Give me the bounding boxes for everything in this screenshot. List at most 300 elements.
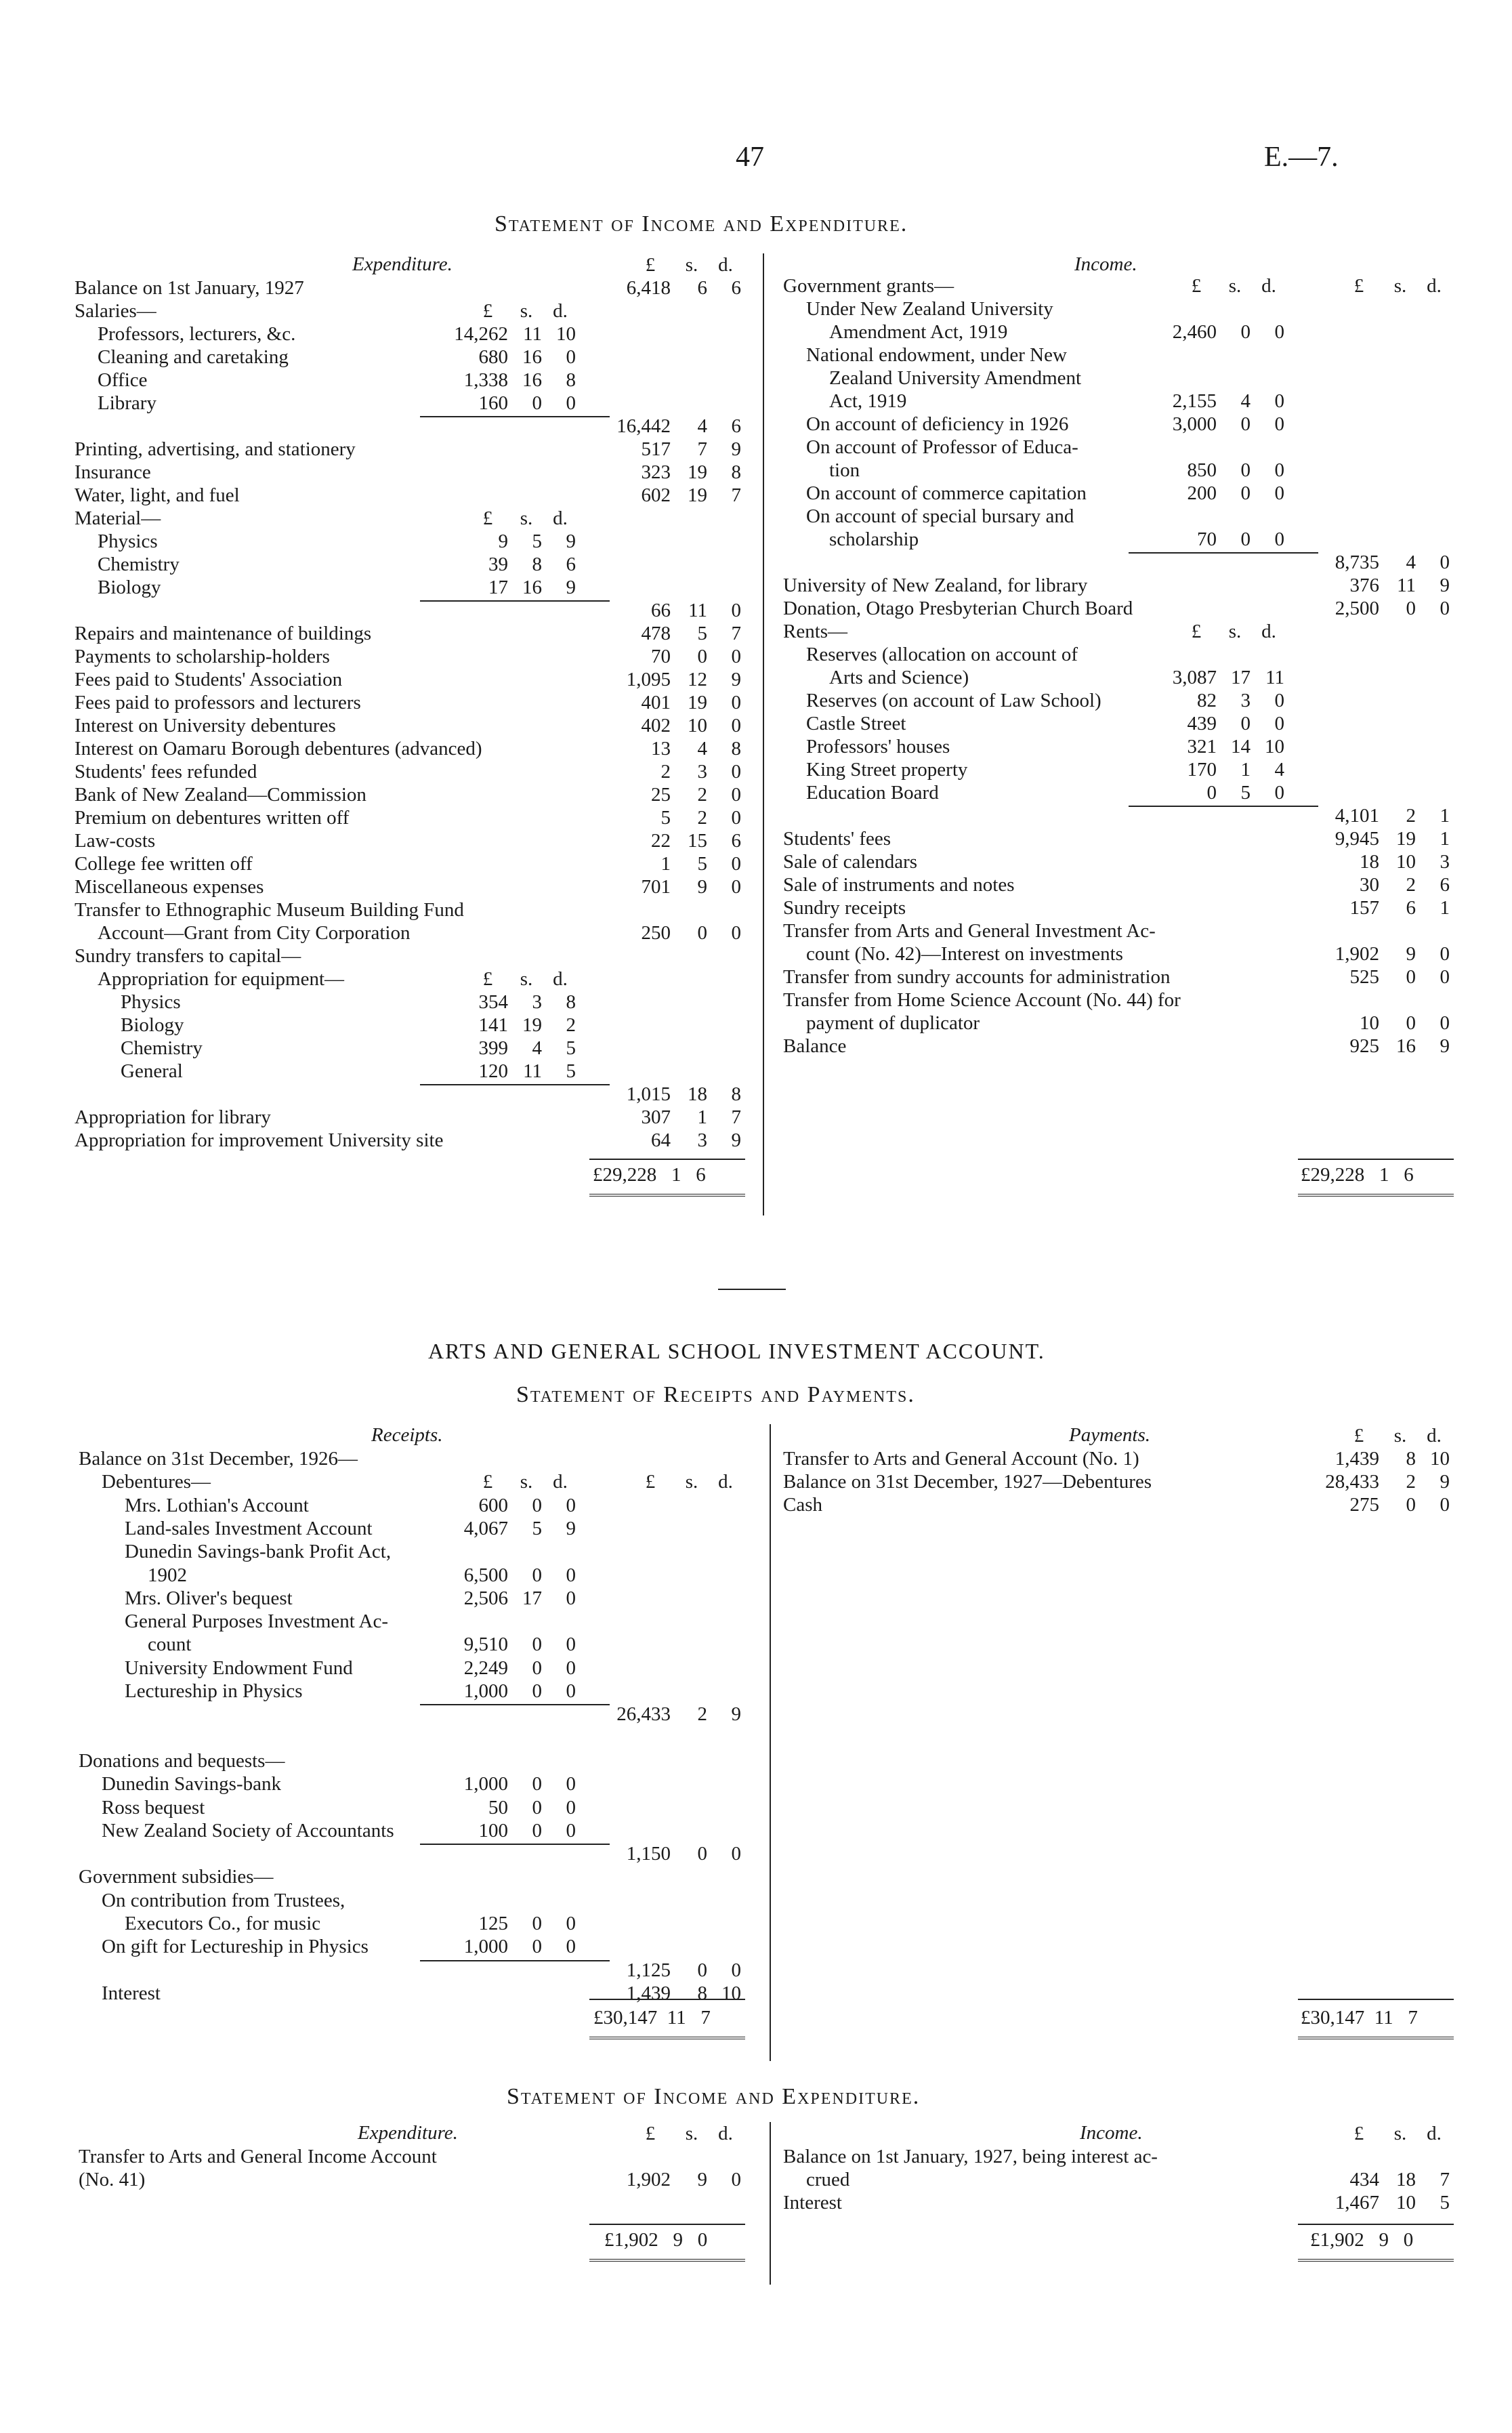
ledger-cell-b: 4 xyxy=(697,415,707,437)
ledger-cell-b: 0 xyxy=(697,1959,707,1981)
ledger-cell-a: 307 xyxy=(641,1106,671,1128)
ledger-label: Land-sales Investment Account xyxy=(125,1517,373,1539)
s3-column-divider xyxy=(770,2122,771,2285)
ledger-cell-u3: d. xyxy=(718,1471,733,1493)
ledger-row xyxy=(75,1014,745,1037)
ledger-cell-s1: £ xyxy=(482,507,493,529)
ledger-cell-sb: 0 xyxy=(1240,528,1251,550)
ledger-cell-b: 3 xyxy=(697,761,707,783)
ledger-cell-sa: 4,067 xyxy=(463,1517,508,1539)
ledger-cell-sc: 0 xyxy=(1274,390,1284,412)
s2-left-total: £30,147 11 7 xyxy=(593,2007,711,2029)
ledger-cell-a: 4,101 xyxy=(1335,805,1379,827)
ledger-row xyxy=(79,1912,745,1935)
ledger-row xyxy=(783,413,1454,436)
ledger-row xyxy=(783,459,1454,482)
subtotal-rule xyxy=(420,1704,610,1705)
ledger-cell-b: 4 xyxy=(1406,552,1416,573)
ledger-label: Physics xyxy=(98,531,158,552)
ledger-cell-s3: d. xyxy=(1261,621,1276,642)
subtotal-rule xyxy=(1129,806,1318,807)
ledger-row xyxy=(79,2168,745,2191)
ledger-cell-sb: 0 xyxy=(532,1680,542,1702)
ledger-cell-a: 434 xyxy=(1349,2169,1379,2190)
ledger-cell-b: 0 xyxy=(697,646,707,667)
ledger-row xyxy=(75,553,745,576)
ledger-row xyxy=(75,783,745,806)
ledger-cell-sb: 0 xyxy=(532,1634,542,1656)
ledger-row xyxy=(79,1959,745,1982)
ledger-cell-b: 19 xyxy=(688,484,707,506)
s3-right-total-double-rule xyxy=(1298,2259,1454,2262)
ledger-label: On contribution from Trustees, xyxy=(102,1889,345,1911)
ledger-cell-b: 2 xyxy=(1406,1471,1416,1493)
ledger-row xyxy=(79,1982,745,2005)
ledger-cell-sb: 0 xyxy=(532,1913,542,1934)
ledger-row xyxy=(75,645,745,668)
ledger-label: Reserves (on account of Law School) xyxy=(806,690,1101,711)
ledger-label: Sale of instruments and notes xyxy=(783,874,1015,896)
ledger-cell-c: 6 xyxy=(731,277,741,299)
ledger-cell-c: 7 xyxy=(731,484,741,506)
ledger-row xyxy=(783,274,1454,297)
s2-left-total-rule xyxy=(589,1999,745,2000)
ledger-row xyxy=(783,942,1454,965)
ledger-cell-c: 10 xyxy=(721,1982,741,2004)
ledger-cell-c: 6 xyxy=(1440,874,1450,896)
ledger-label: On account of special bursary and xyxy=(806,505,1074,527)
ledger-label: scholarship xyxy=(829,528,919,550)
ledger-cell-b: 2 xyxy=(697,784,707,806)
ledger-cell-sc: 0 xyxy=(1274,690,1284,711)
ledger-row xyxy=(783,436,1454,459)
ledger-cell-b: 19 xyxy=(688,461,707,483)
ledger-row xyxy=(783,390,1454,413)
ledger-row xyxy=(783,758,1454,781)
ledger-label: Lectureship in Physics xyxy=(125,1680,303,1702)
ledger-row xyxy=(75,737,745,760)
ledger-row xyxy=(79,1587,745,1610)
ledger-cell-sa: 100 xyxy=(478,1819,508,1842)
ledger-cell-s1: £ xyxy=(1191,621,1202,642)
s2-left-total-double-rule xyxy=(589,2037,745,2039)
ledger-row xyxy=(79,1842,745,1865)
ledger-label: Water, light, and fuel xyxy=(75,484,240,506)
ledger-cell-u2: s. xyxy=(685,1471,698,1493)
ledger-row xyxy=(783,344,1454,367)
ledger-label: Insurance xyxy=(75,461,151,483)
ledger-cell-sc: 10 xyxy=(1265,736,1284,757)
ledger-cell-a: 376 xyxy=(1349,575,1379,596)
ledger-label: Transfer from sundry accounts for administration xyxy=(783,966,1171,988)
ledger-label: Payments to scholarship-holders xyxy=(75,646,330,667)
ledger-row xyxy=(79,1494,745,1517)
ledger-row xyxy=(783,873,1454,896)
ledger-cell-sc: 0 xyxy=(1274,459,1284,481)
ledger-cell-sa: 120 xyxy=(478,1060,508,1082)
page-number: 47 xyxy=(736,142,764,173)
ledger-cell-s2: s. xyxy=(520,1471,533,1493)
ledger-cell-sa: 200 xyxy=(1187,482,1217,504)
ledger-cell-sc: 0 xyxy=(566,1634,576,1656)
ledger-cell-sb: 3 xyxy=(532,991,542,1013)
ledger-label: General xyxy=(121,1060,183,1082)
ledger-row xyxy=(783,505,1454,528)
ledger-cell-b: 1 xyxy=(697,1106,707,1128)
ledger-label: tion xyxy=(829,459,860,481)
ledger-label: On gift for Lectureship in Physics xyxy=(102,1936,369,1958)
ledger-cell-sb: 5 xyxy=(532,531,542,552)
ledger-cell-c: 5 xyxy=(1440,2192,1450,2213)
ledger-cell-s3: d. xyxy=(553,507,568,529)
ledger-cell-sa: 3,087 xyxy=(1172,667,1217,688)
ledger-cell-sa: 321 xyxy=(1187,736,1217,757)
ledger-label: Sundry transfers to capital— xyxy=(75,945,301,967)
ledger-row xyxy=(783,643,1454,666)
ledger-cell-b: 7 xyxy=(697,438,707,460)
ledger-label: Rents— xyxy=(783,621,848,642)
s2-title: Statement of Receipts and Payments. xyxy=(516,1382,915,1407)
ledger-row xyxy=(75,806,745,829)
ledger-row xyxy=(79,1819,745,1842)
ledger-cell-u3: d. xyxy=(718,2123,733,2144)
ledger-cell-a: 30 xyxy=(1360,874,1379,896)
ledger-cell-c: 0 xyxy=(1440,1494,1450,1516)
ledger-cell-a: 323 xyxy=(641,461,671,483)
ledger-label: Appropriation for library xyxy=(75,1106,271,1128)
ledger-cell-u1: £ xyxy=(645,2123,656,2144)
s3-left-total-double-rule xyxy=(589,2259,745,2262)
ledger-row xyxy=(783,320,1454,344)
ledger-cell-sc: 0 xyxy=(1274,713,1284,734)
ledger-label: Repairs and maintenance of buildings xyxy=(75,623,372,644)
ledger-cell-c: 0 xyxy=(731,876,741,898)
ledger-cell-sa: 1,000 xyxy=(463,1936,508,1958)
s2-column-divider xyxy=(770,1424,771,2061)
ledger-label: Cleaning and caretaking xyxy=(98,346,289,368)
ledger-label: Transfer to Ethnographic Museum Building Fund xyxy=(75,899,464,921)
ledger-label: Interest on University debentures xyxy=(75,715,336,736)
ledger-cell-c: 0 xyxy=(731,784,741,806)
ledger-cell-sa: 125 xyxy=(478,1913,508,1934)
ledger-cell-a: 1,902 xyxy=(626,2169,671,2190)
s1-left-total: £29,228 1 6 xyxy=(593,1164,706,1186)
ledger-cell-a: 1,467 xyxy=(1335,2192,1379,2213)
ledger-label: Miscellaneous expenses xyxy=(75,876,264,898)
ledger-cell-c: 7 xyxy=(731,1106,741,1128)
ledger-cell-sb: 0 xyxy=(532,1819,542,1842)
ledger-label: Government grants— xyxy=(783,275,954,297)
ledger-row xyxy=(75,438,745,461)
ledger-row xyxy=(75,691,745,714)
ledger-row xyxy=(783,666,1454,689)
ledger-cell-a: 1 xyxy=(660,853,671,875)
ledger-cell-sa: 70 xyxy=(1197,528,1217,550)
ledger-cell-b: 2 xyxy=(1406,874,1416,896)
ledger-cell-b: 0 xyxy=(1406,1012,1416,1034)
ledger-cell-sc: 0 xyxy=(1274,528,1284,550)
ledger-cell-c: 0 xyxy=(731,807,741,829)
ledger-cell-u3: d. xyxy=(1427,2123,1442,2144)
ledger-row xyxy=(75,1083,745,1106)
ledger-label: Sundry receipts xyxy=(783,897,906,919)
ledger-cell-sb: 8 xyxy=(532,554,542,575)
ledger-cell-sc: 4 xyxy=(1274,759,1284,781)
ledger-cell-sb: 0 xyxy=(1240,482,1251,504)
ledger-cell-b: 15 xyxy=(688,830,707,852)
ledger-cell-sa: 170 xyxy=(1187,759,1217,781)
ledger-cell-a: 2,500 xyxy=(1335,598,1379,619)
subtotal-rule xyxy=(420,1844,610,1845)
ledger-row xyxy=(783,827,1454,850)
ledger-cell-c: 6 xyxy=(731,415,741,437)
subtotal-rule xyxy=(1129,552,1318,554)
ledger-label: Material— xyxy=(75,507,161,529)
ledger-cell-sb: 0 xyxy=(532,1657,542,1679)
ledger-cell-u1: £ xyxy=(645,1471,656,1493)
ledger-cell-s1: £ xyxy=(482,968,493,990)
ledger-label: Physics xyxy=(121,991,181,1013)
ledger-label: New Zealand Society of Accountants xyxy=(102,1819,394,1842)
ledger-label: Ross bequest xyxy=(102,1796,205,1818)
ledger-label: Executors Co., for music xyxy=(125,1913,321,1934)
ledger-label: King Street property xyxy=(806,759,968,781)
ledger-label: Interest xyxy=(783,2192,842,2213)
ledger-cell-sc: 5 xyxy=(566,1060,576,1082)
ledger-cell-c: 1 xyxy=(1440,805,1450,827)
ledger-cell-c: 0 xyxy=(731,600,741,621)
ledger-cell-s3: d. xyxy=(553,968,568,990)
ledger-row xyxy=(75,968,745,991)
ledger-cell-sa: 1,000 xyxy=(463,1773,508,1795)
ledger-label: Transfer from Home Science Account (No. 44) for xyxy=(783,989,1181,1011)
ledger-row xyxy=(79,1633,745,1656)
ledger-cell-sb: 11 xyxy=(523,1060,542,1082)
ledger-row xyxy=(75,484,745,507)
ledger-cell-u2: s. xyxy=(1393,275,1407,297)
ledger-row xyxy=(75,1129,745,1152)
ledger-cell-u1: £ xyxy=(1353,1425,1364,1447)
ledger-cell-c: 8 xyxy=(731,738,741,760)
ledger-cell-a: 275 xyxy=(1349,1494,1379,1516)
ledger-row xyxy=(75,299,745,323)
ledger-cell-c: 0 xyxy=(731,922,741,944)
ledger-row xyxy=(783,1035,1454,1058)
ledger-cell-u1: £ xyxy=(645,254,656,276)
ledger-cell-b: 19 xyxy=(1396,828,1416,850)
ledger-cell-sc: 9 xyxy=(566,1517,576,1539)
ledger-cell-a: 401 xyxy=(641,692,671,713)
ledger-cell-sb: 19 xyxy=(522,1014,542,1036)
ledger-cell-c: 7 xyxy=(731,623,741,644)
ledger-cell-s2: s. xyxy=(520,300,533,322)
ledger-label: Dunedin Savings-bank xyxy=(102,1773,281,1795)
ledger-cell-a: 525 xyxy=(1349,966,1379,988)
ledger-row xyxy=(783,2191,1454,2214)
ledger-row xyxy=(783,735,1454,758)
ledger-row xyxy=(75,829,745,852)
ledger-row xyxy=(75,668,745,691)
ledger-label: Sale of calendars xyxy=(783,851,918,873)
ledger-cell-sc: 0 xyxy=(566,1819,576,1842)
ledger-cell-sa: 439 xyxy=(1187,713,1217,734)
ledger-label: University Endowment Fund xyxy=(125,1657,353,1679)
ledger-cell-s2: s. xyxy=(520,507,533,529)
subtotal-rule xyxy=(420,1084,610,1085)
ledger-cell-c: 10 xyxy=(1430,1448,1450,1470)
ledger-label: Education Board xyxy=(806,782,939,804)
ledger-cell-u2: s. xyxy=(1393,2123,1407,2144)
ledger-label: crued xyxy=(806,2169,850,2190)
ledger-row xyxy=(75,875,745,898)
s2-rec-heading: Receipts. xyxy=(371,1424,443,1446)
ledger-cell-a: 517 xyxy=(641,438,671,460)
ledger-row xyxy=(783,620,1454,643)
ledger-row xyxy=(783,896,1454,919)
ledger-cell-sc: 11 xyxy=(1265,667,1284,688)
ledger-label: Debentures— xyxy=(102,1471,211,1493)
ledger-cell-u2: s. xyxy=(685,2123,698,2144)
ledger-row xyxy=(783,528,1454,551)
ledger-label: Balance on 31st December, 1926— xyxy=(79,1448,358,1470)
ledger-row xyxy=(75,323,745,346)
ledger-cell-sa: 141 xyxy=(478,1014,508,1036)
ledger-cell-b: 12 xyxy=(688,669,707,690)
ledger-cell-c: 7 xyxy=(1440,2169,1450,2190)
ledger-cell-c: 9 xyxy=(731,438,741,460)
ledger-cell-sc: 0 xyxy=(1274,482,1284,504)
ledger-label: On account of Professor of Educa- xyxy=(806,436,1078,458)
ledger-cell-c: 0 xyxy=(1440,943,1450,965)
ledger-cell-sc: 9 xyxy=(566,577,576,598)
ledger-row xyxy=(75,1060,745,1083)
ledger-cell-sb: 0 xyxy=(532,1773,542,1795)
ledger-label: Act, 1919 xyxy=(829,390,907,412)
s2-main-title: ARTS AND GENERAL SCHOOL INVESTMENT ACCOUNT. xyxy=(428,1339,1045,1363)
ledger-cell-a: 18 xyxy=(1360,851,1379,873)
ledger-label: Transfer from Arts and General Investment Ac- xyxy=(783,920,1156,942)
ledger-cell-c: 9 xyxy=(1440,1035,1450,1057)
ledger-row xyxy=(783,597,1454,620)
ledger-cell-b: 8 xyxy=(1406,1448,1416,1470)
ledger-row xyxy=(79,2145,745,2168)
ledger-cell-s2: s. xyxy=(520,968,533,990)
ledger-row xyxy=(783,850,1454,873)
ledger-cell-s1: £ xyxy=(1191,275,1202,297)
ledger-label: Students' fees xyxy=(783,828,891,850)
ledger-cell-sb: 0 xyxy=(532,1796,542,1818)
ledger-cell-c: 0 xyxy=(1440,552,1450,573)
ledger-cell-sa: 82 xyxy=(1197,690,1217,711)
ledger-cell-c: 0 xyxy=(1440,1012,1450,1034)
ledger-cell-b: 10 xyxy=(1396,2192,1416,2213)
ledger-row xyxy=(79,1726,745,1749)
ledger-cell-sc: 0 xyxy=(1274,782,1284,804)
ledger-cell-c: 0 xyxy=(731,715,741,736)
ledger-cell-b: 8 xyxy=(697,1982,707,2004)
ledger-row xyxy=(79,1517,745,1540)
ledger-label: Chemistry xyxy=(98,554,180,575)
ledger-cell-a: 478 xyxy=(641,623,671,644)
ledger-cell-sb: 16 xyxy=(522,577,542,598)
ledger-cell-b: 0 xyxy=(1406,966,1416,988)
s3-title: Statement of Income and Expenditure. xyxy=(507,2084,921,2109)
ledger-cell-b: 9 xyxy=(697,2169,707,2190)
s1-column-divider xyxy=(763,253,764,1215)
ledger-row xyxy=(75,253,745,276)
ledger-cell-sc: 6 xyxy=(566,554,576,575)
ledger-label: Arts and Science) xyxy=(829,667,969,688)
ledger-row xyxy=(783,989,1454,1012)
ledger-cell-u3: d. xyxy=(1427,1425,1442,1447)
ledger-label: payment of duplicator xyxy=(806,1012,980,1034)
ledger-cell-a: 26,433 xyxy=(616,1703,671,1726)
ledger-cell-a: 157 xyxy=(1349,897,1379,919)
ledger-cell-a: 1,439 xyxy=(626,1982,671,2004)
ledger-cell-sb: 0 xyxy=(1240,459,1251,481)
ledger-cell-s2: s. xyxy=(1228,621,1242,642)
ledger-label: Under New Zealand University xyxy=(806,298,1053,320)
ledger-label: Professors' houses xyxy=(806,736,950,757)
ledger-cell-sa: 399 xyxy=(478,1037,508,1059)
ledger-cell-a: 5 xyxy=(660,807,671,829)
ledger-row xyxy=(783,804,1454,827)
ledger-row xyxy=(79,1703,745,1726)
ledger-cell-sb: 0 xyxy=(1240,413,1251,435)
ledger-cell-c: 9 xyxy=(1440,575,1450,596)
ledger-row xyxy=(783,965,1454,989)
ledger-row xyxy=(79,1889,745,1912)
ledger-cell-b: 10 xyxy=(688,715,707,736)
ledger-label: Government subsidies— xyxy=(79,1866,274,1888)
ledger-cell-b: 0 xyxy=(697,922,707,944)
s1-inc-heading: Income. xyxy=(1074,253,1137,275)
ledger-cell-sb: 1 xyxy=(1240,759,1251,781)
ledger-cell-b: 2 xyxy=(1406,805,1416,827)
ledger-cell-sa: 1,338 xyxy=(463,369,508,391)
ledger-row xyxy=(75,369,745,392)
ledger-cell-a: 10 xyxy=(1360,1012,1379,1034)
ledger-row xyxy=(783,574,1454,597)
ledger-cell-a: 1,095 xyxy=(626,669,671,690)
ledger-cell-sa: 9,510 xyxy=(463,1634,508,1656)
ledger-cell-sb: 4 xyxy=(1240,390,1251,412)
ledger-cell-sc: 0 xyxy=(566,1587,576,1609)
ledger-label: Mrs. Lothian's Account xyxy=(125,1494,309,1516)
ledger-label: 1902 xyxy=(148,1564,187,1586)
ledger-cell-a: 6,418 xyxy=(626,277,671,299)
ledger-row xyxy=(783,1493,1454,1516)
ledger-cell-a: 22 xyxy=(651,830,671,852)
ledger-cell-sa: 2,506 xyxy=(463,1587,508,1609)
ledger-cell-sc: 0 xyxy=(566,1796,576,1818)
ledger-label: Transfer to Arts and General Income Account xyxy=(79,2146,437,2167)
ledger-cell-c: 3 xyxy=(1440,851,1450,873)
ledger-cell-a: 8,735 xyxy=(1335,552,1379,573)
ledger-label: Balance on 1st January, 1927 xyxy=(75,277,304,299)
ledger-cell-b: 0 xyxy=(697,1843,707,1865)
ledger-cell-a: 1,015 xyxy=(626,1083,671,1105)
ledger-row xyxy=(79,1564,745,1587)
ledger-cell-c: 0 xyxy=(1440,598,1450,619)
ledger-label: Dunedin Savings-bank Profit Act, xyxy=(125,1541,392,1563)
ledger-label: Balance on 31st December, 1927—Debentures xyxy=(783,1471,1152,1493)
ledger-cell-c: 8 xyxy=(731,461,741,483)
ledger-row xyxy=(75,852,745,875)
ledger-cell-u2: s. xyxy=(1393,1425,1407,1447)
ledger-label: Donations and bequests— xyxy=(79,1749,285,1772)
ledger-cell-c: 0 xyxy=(731,692,741,713)
